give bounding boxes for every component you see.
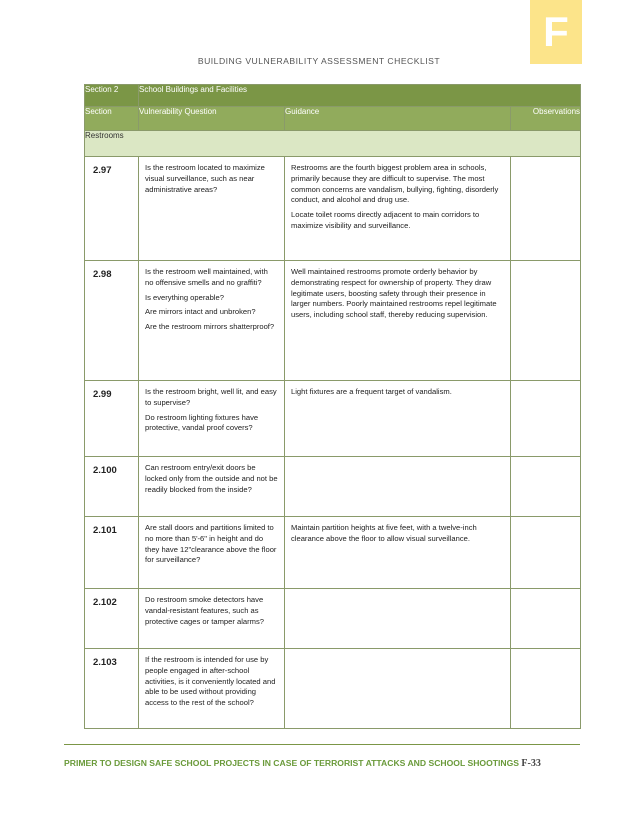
item-number: 2.101 bbox=[85, 517, 139, 589]
subsection-row bbox=[85, 131, 581, 157]
item-number: 2.99 bbox=[85, 381, 139, 457]
vulnerability-question bbox=[139, 157, 285, 261]
guidance-text: Well maintained restrooms promote orderly behavior by demonstrating respect for ownership of property. They draw legitimate users, boosting safety through their presence in larger numbers. Poorly maintained restrooms repel legitimate users, including school staff, thereby reducing supervision. bbox=[291, 267, 497, 320]
guidance bbox=[285, 589, 511, 649]
table-section-header bbox=[85, 85, 581, 107]
table-row bbox=[85, 457, 581, 517]
item-number: 2.98 bbox=[85, 261, 139, 381]
footer-title: PRIMER TO DESIGN SAFE SCHOOL PROJECTS IN CASE OF TERRORIST ATTACKS AND SCHOOL SHOOTINGS bbox=[64, 758, 520, 768]
col-observations: Observations bbox=[511, 107, 581, 131]
section-number: Section 2 bbox=[85, 85, 139, 107]
col-question: Vulnerability Question bbox=[139, 107, 285, 131]
question-text: Are stall doors and partitions limited to no more than 5'-6" in height and do they have 12"clearance above the floor for surveillance? bbox=[145, 523, 277, 565]
question-text: Is the restroom well maintained, with no offensive smells and no graffiti? bbox=[145, 267, 268, 287]
vulnerability-question bbox=[139, 589, 285, 649]
page-number: F-33 bbox=[521, 758, 541, 769]
col-guidance: Guidance bbox=[285, 107, 511, 131]
checklist-table bbox=[84, 84, 581, 729]
subsection-label: Restrooms bbox=[85, 131, 581, 157]
question-text: Can restroom entry/exit doors be locked only from the outside and not be readily blocked from the inside? bbox=[145, 463, 278, 494]
guidance bbox=[285, 649, 511, 729]
footer-rule bbox=[64, 744, 580, 745]
observations-cell[interactable] bbox=[511, 517, 581, 589]
question-text: Are mirrors intact and unbroken? bbox=[145, 307, 256, 317]
guidance-text: Locate toilet rooms directly adjacent to main corridors to maximize visibility and surveillance. bbox=[291, 210, 480, 230]
item-number: 2.102 bbox=[85, 589, 139, 649]
observations-cell[interactable] bbox=[511, 457, 581, 517]
guidance bbox=[285, 261, 511, 381]
question-text: Is the restroom located to maximize visual surveillance, such as near administrative areas? bbox=[145, 163, 265, 194]
table-row bbox=[85, 649, 581, 729]
table-row bbox=[85, 157, 581, 261]
table-row bbox=[85, 589, 581, 649]
item-number: 2.97 bbox=[85, 157, 139, 261]
question-text: Is the restroom bright, well lit, and easy to supervise? bbox=[145, 387, 277, 407]
appendix-letter: F bbox=[543, 8, 569, 55]
vulnerability-question bbox=[139, 261, 285, 381]
guidance bbox=[285, 517, 511, 589]
vulnerability-question bbox=[139, 381, 285, 457]
item-number: 2.100 bbox=[85, 457, 139, 517]
vulnerability-question bbox=[139, 517, 285, 589]
observations-cell[interactable] bbox=[511, 157, 581, 261]
appendix-tab bbox=[530, 0, 582, 64]
table-row bbox=[85, 517, 581, 589]
question-text: Are the restroom mirrors shatterproof? bbox=[145, 322, 275, 332]
observations-cell[interactable] bbox=[511, 261, 581, 381]
guidance-text: Restrooms are the fourth biggest problem area in schools, primarily because they are difficult to supervise. The most common concerns are vandalism, bullying, fighting, disorderly conduct, and alcohol and drug use. bbox=[291, 163, 499, 205]
question-text: Is everything operable? bbox=[145, 292, 224, 302]
document-title: BUILDING VULNERABILITY ASSESSMENT CHECKLIST bbox=[197, 56, 441, 66]
section-title: School Buildings and Facilities bbox=[139, 85, 581, 107]
question-text: Do restroom lighting fixtures have protective, vandal proof covers? bbox=[145, 412, 259, 433]
guidance bbox=[285, 157, 511, 261]
table-column-header bbox=[85, 107, 581, 131]
observations-cell[interactable] bbox=[511, 381, 581, 457]
col-section: Section bbox=[85, 107, 139, 131]
table-row bbox=[85, 261, 581, 381]
guidance-text: Light fixtures are a frequent target of vandalism. bbox=[291, 387, 452, 396]
vulnerability-question bbox=[139, 649, 285, 729]
vulnerability-question bbox=[139, 457, 285, 517]
footer bbox=[64, 758, 594, 769]
guidance bbox=[285, 457, 511, 517]
observations-cell[interactable] bbox=[511, 649, 581, 729]
question-text: If the restroom is intended for use by people engaged in after-school activities, is it conveniently located and able to be used without providing access to the rest of the school? bbox=[145, 655, 276, 708]
guidance-text: Maintain partition heights at five feet, with a twelve-inch clearance above the floor to allow visual surveillance. bbox=[291, 523, 477, 543]
item-number: 2.103 bbox=[85, 649, 139, 729]
table-row bbox=[85, 381, 581, 457]
question-text: Do restroom smoke detectors have vandal-resistant features, such as protective cages or tamper alarms? bbox=[145, 595, 265, 626]
observations-cell[interactable] bbox=[511, 589, 581, 649]
guidance bbox=[285, 381, 511, 457]
